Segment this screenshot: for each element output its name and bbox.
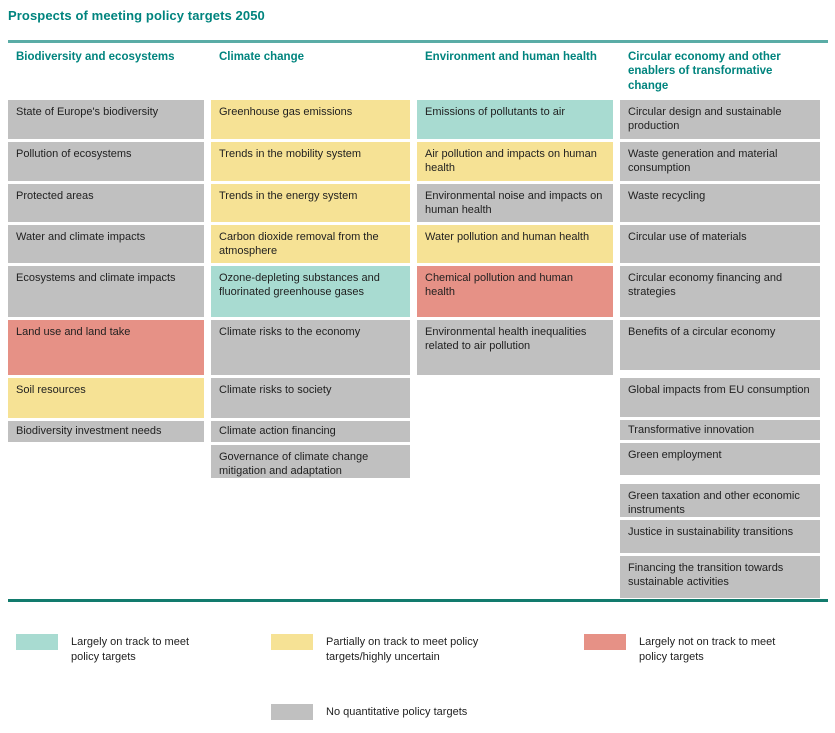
topic-cell: Circular design and sustainable production xyxy=(620,100,820,139)
topic-cell: Justice in sustainability transitions xyxy=(620,520,820,553)
column-circular-economy xyxy=(620,100,820,598)
topic-cell: Land use and land take xyxy=(8,320,204,375)
legend-label-line: Partially on track to meet policy xyxy=(326,636,479,648)
topic-cell: Water pollution and human health xyxy=(417,225,613,263)
topic-cell: Biodiversity investment needs xyxy=(8,421,204,442)
legend-label xyxy=(71,634,189,665)
topic-cell: Benefits of a circular economy xyxy=(620,320,820,370)
topic-cell: Emissions of pollutants to air xyxy=(417,100,613,139)
topic-cell: Climate risks to the economy xyxy=(211,320,410,375)
on-track-swatch xyxy=(16,634,58,650)
column-header-climate: Climate change xyxy=(219,51,304,63)
legend-item-partial xyxy=(271,634,478,665)
legend-label-line: Largely not on track to meet xyxy=(639,636,776,648)
topic-cell: Environmental health inequalities related to air pollution xyxy=(417,320,613,375)
legend-item-no-targets xyxy=(271,704,467,720)
topic-cell: Global impacts from EU consumption xyxy=(620,378,820,417)
topic-cell: Transformative innovation xyxy=(620,420,820,440)
topic-cell: Chemical pollution and human health xyxy=(417,266,613,317)
column-header-row xyxy=(8,43,828,100)
topic-cell: Circular use of materials xyxy=(620,225,820,263)
legend-label-line: No quantitative policy targets xyxy=(326,706,468,718)
legend-label-line: policy targets xyxy=(71,650,136,663)
topic-cell: Trends in the energy system xyxy=(211,184,410,222)
topic-cell: Ozone-depleting substances and fluorinated greenhouse gases xyxy=(211,266,410,317)
not-on-track-swatch xyxy=(584,634,626,650)
legend-label xyxy=(639,634,775,665)
legend-label-line: policy targets xyxy=(639,650,704,663)
legend-label-line: Largely on track to meet xyxy=(71,636,190,648)
column-header-biodiversity: Biodiversity and ecosystems xyxy=(16,51,175,63)
no-targets-swatch xyxy=(271,704,313,720)
topic-cell: Ecosystems and climate impacts xyxy=(8,266,204,317)
topic-cell: Governance of climate change mitigation and adaptation xyxy=(211,445,410,478)
topic-cell: Waste recycling xyxy=(620,184,820,222)
column-climate xyxy=(211,100,410,478)
topic-cell: Climate action financing xyxy=(211,421,410,442)
topic-cell: Water and climate impacts xyxy=(8,225,204,263)
status-legend xyxy=(8,602,828,724)
legend-label xyxy=(326,634,478,665)
column-biodiversity xyxy=(8,100,204,442)
topic-cell: Protected areas xyxy=(8,184,204,222)
topic-cell: Circular economy financing and strategies xyxy=(620,266,820,317)
topic-cell: Greenhouse gas emissions xyxy=(211,100,410,139)
topic-cell: Trends in the mobility system xyxy=(211,142,410,181)
topic-cell: Climate risks to society xyxy=(211,378,410,418)
topic-cell: Green taxation and other economic instruments xyxy=(620,484,820,517)
topic-matrix xyxy=(8,100,828,598)
column-header-circular-economy: Circular economy and other enablers of transformative change xyxy=(628,51,781,92)
legend-label-line: targets/highly uncertain xyxy=(326,650,440,663)
topic-cell: Pollution of ecosystems xyxy=(8,142,204,181)
topic-cell: Environmental noise and impacts on human health xyxy=(417,184,613,222)
column-header-environment-health: Environment and human health xyxy=(425,51,597,63)
topic-cell: Carbon dioxide removal from the atmosphere xyxy=(211,225,410,263)
topic-cell: Air pollution and impacts on human health xyxy=(417,142,613,181)
topic-cell: State of Europe's biodiversity xyxy=(8,100,204,139)
legend-item-not-on-track xyxy=(584,634,775,665)
topic-cell: Soil resources xyxy=(8,378,204,418)
column-environment-health xyxy=(417,100,613,375)
legend-item-on-track xyxy=(16,634,189,665)
legend-label xyxy=(326,704,467,720)
partial-swatch xyxy=(271,634,313,650)
topic-cell: Financing the transition towards sustainable activities xyxy=(620,556,820,598)
topic-cell: Green employment xyxy=(620,443,820,475)
topic-cell: Waste generation and material consumption xyxy=(620,142,820,181)
figure-title: Prospects of meeting policy targets 2050 xyxy=(8,8,265,23)
